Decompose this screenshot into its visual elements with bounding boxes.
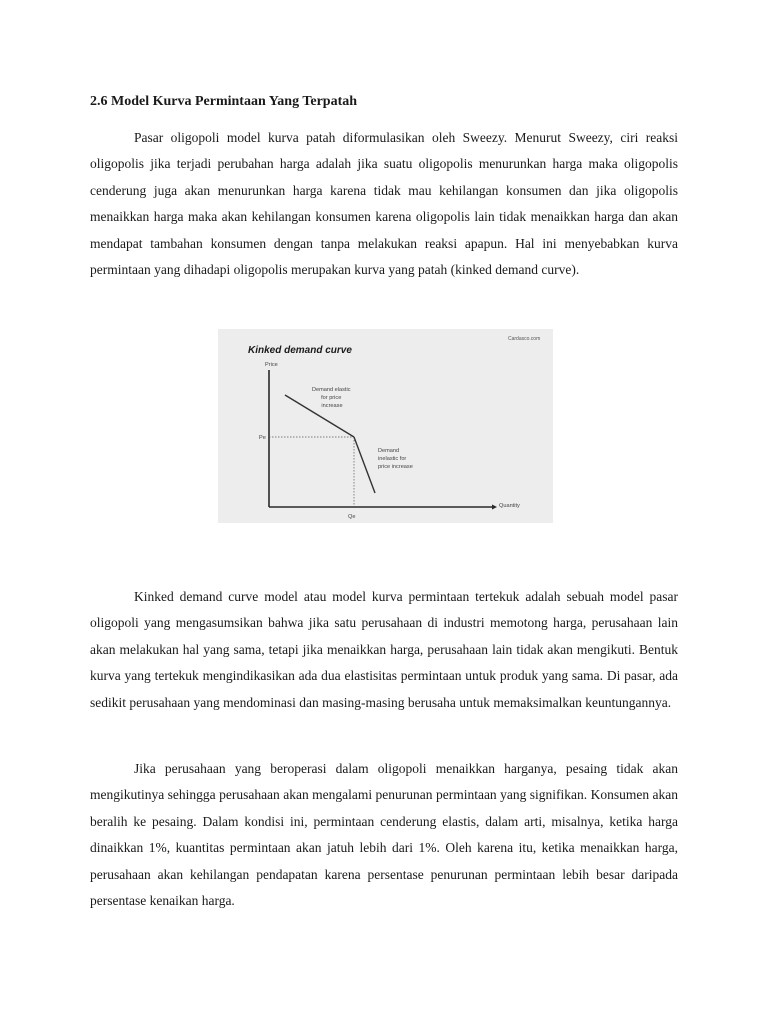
y-axis-label: Price <box>265 362 278 368</box>
lower-annotation-line: inelastic for <box>378 456 407 462</box>
paragraph-kinked-definition: Kinked demand curve model atau model kurva permintaan tertekuk adalah sebuah model pasar oligopoli yang mengasumsikan bahwa jika satu perusahaan di industri memotong harga, perusahaan lain akan melakukan hal yang sama, tetapi jika menaikkan harga, perusahaan lain tidak akan mengikuti. Bentuk kurva yang tertekuk mengindikasikan ada dua elastisitas permintaan untuk produk yang sama. Di pasar, ada sedikit perusahaan yang mendominasi dan masing-masing berusaha untuk memaksimalkan keuntungannya. <box>90 589 678 710</box>
figure-source: Cardasco.com <box>508 336 541 342</box>
upper-annotation-line: increase <box>321 403 343 409</box>
upper-annotation-line: Demand elastic <box>311 387 351 393</box>
paragraph-price-increase: Jika perusahaan yang beroperasi dalam oligopoli menaikkan harganya, pesaing tidak akan mengikutinya sehingga perusahaan akan mengalami penurunan permintaan yang signifikan. Konsumen akan beralih ke pesaing. Dalam kondisi ini, permintaan cenderung elastis, dalam arti, misalnya, ketika harga dinaikkan 1%, kuantitas permintaan akan jatuh lebih dari 1%. Oleh karena itu, ketika menaikkan harga, perusahaan akan kehilangan pendapatan karena persentase penurunan permintaan lebih besar daripada persentase kenaikan harga. <box>90 761 678 909</box>
lower-annotation-line: Demand <box>378 448 400 454</box>
price-marker-label: Pe <box>259 435 266 441</box>
section-heading: 2.6 Model Kurva Permintaan Yang Terpatah <box>90 94 358 109</box>
upper-segment-annotation <box>312 387 352 409</box>
kinked-demand-chart <box>218 329 553 523</box>
figure-title: Kinked demand curve <box>248 345 352 356</box>
elastic-demand-segment <box>285 395 354 437</box>
x-axis-arrow <box>492 505 497 510</box>
lower-segment-annotation <box>378 448 413 470</box>
lower-annotation-line: price increase <box>378 464 413 470</box>
quantity-marker-label: Qe <box>348 514 356 520</box>
inelastic-demand-segment <box>354 437 375 493</box>
paragraph-sweezy: Pasar oligopoli model kurva patah diformulasikan oleh Sweezy. Menurut Sweezy, ciri reaksi oligopolis jika terjadi perubahan harga adalah jika suatu oligopolis menurunkan harga maka oligopolis cenderung juga akan menurunkan harga karena tidak mau kehilangan konsumen dan jika oligopolis menaikkan harga maka akan kehilangan konsumen karena oligopolis lain tidak menaikkan harga dan akan mendapat tambahan konsumen dengan tanpa melakukan reaksi apapun. Hal ini menyebabkan kurva permintaan yang dihadapi oligopolis merupakan kurva yang patah (kinked demand curve). <box>90 130 678 278</box>
upper-annotation-line: for price <box>321 395 342 401</box>
kinked-demand-figure <box>218 329 553 523</box>
x-axis-label: Quantity <box>499 503 520 509</box>
